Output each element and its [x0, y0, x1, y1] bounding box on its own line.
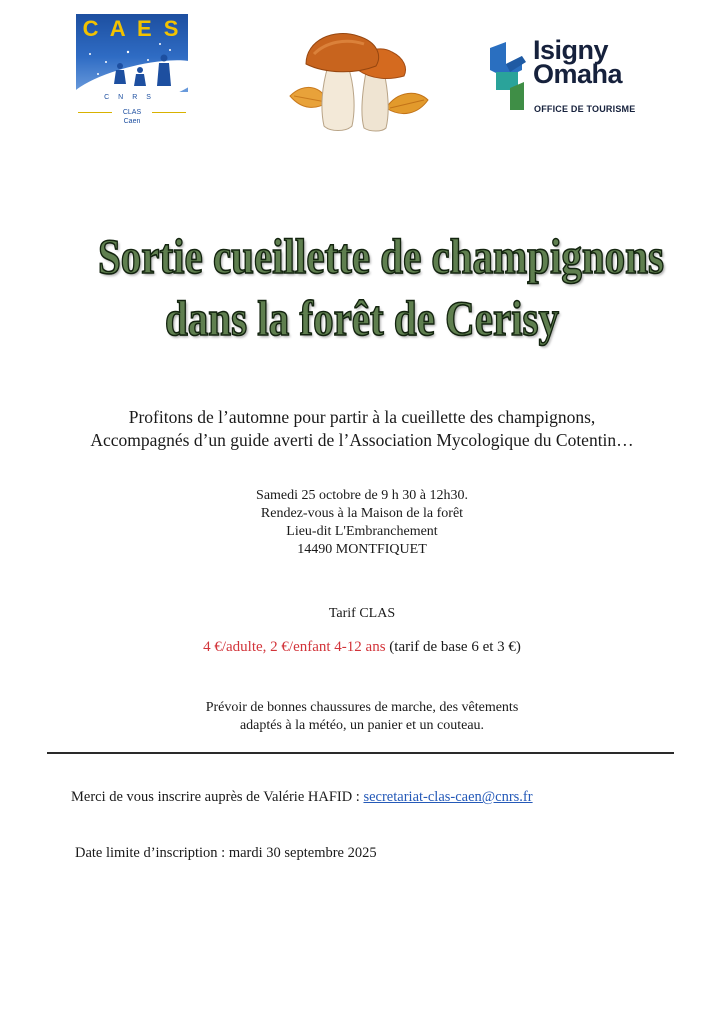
pricing-label: Tarif CLAS	[328, 606, 396, 621]
signup-text	[71, 789, 533, 806]
intro-line-2: Accompagnés d’un guide averti de l’Association Mycologique du Cotentin…	[90, 430, 634, 450]
event-place: Lieu-dit L'Embranchement	[286, 524, 438, 539]
pricing-line	[40, 639, 684, 656]
title-line-2: dans la forêt de Cerisy	[164, 290, 560, 346]
caes-logo	[76, 14, 188, 132]
title-line-1: Sortie cueillette de champignons	[97, 228, 664, 284]
divider	[47, 752, 674, 754]
advice-line-1: Prévoir de bonnes chaussures de marche, des vêtements	[205, 700, 519, 715]
advice-line-2: adaptés à la météo, un panier et un couteau.	[239, 718, 485, 733]
event-date: Samedi 25 octobre de 9 h 30 à 12h30.	[256, 488, 468, 503]
mushroom-icon	[286, 24, 430, 136]
deadline-text: Date limite d’inscription : mardi 30 septembre 2025	[75, 845, 377, 861]
page-title	[97, 225, 664, 349]
caes-logo-badge	[76, 14, 188, 92]
event-meeting-point: Rendez-vous à la Maison de la forêt	[260, 506, 464, 521]
caes-clas: CLAS Caen	[122, 109, 142, 125]
event-details	[40, 487, 684, 559]
pricing-clas: 4 €/adulte, 2 €/enfant 4-12 ans	[203, 639, 386, 655]
advice-text	[40, 699, 684, 735]
caes-cnrs: CNRS	[104, 94, 160, 101]
event-city: 14490 MONTFIQUET	[297, 542, 427, 557]
caes-letters: C A E S	[82, 16, 182, 41]
intro-text	[40, 406, 684, 452]
isigny-subtitle: OFFICE DE TOURISME	[534, 104, 636, 114]
isigny-omaha-logo	[488, 35, 636, 114]
pricing-base: (tarif de base 6 et 3 €)	[385, 639, 521, 655]
isigny-emblem-icon	[488, 42, 530, 112]
signup-label: Merci de vous inscrire auprès de Valérie HAFID :	[71, 789, 364, 805]
intro-line-1: Profitons de l’automne pour partir à la cueillette des champignons,	[128, 407, 596, 427]
signup-email-link[interactable]: secretariat-clas-caen@cnrs.fr	[363, 789, 533, 805]
people-silhouettes-icon	[76, 14, 188, 92]
isigny-name: Isigny Omaha	[533, 35, 623, 89]
